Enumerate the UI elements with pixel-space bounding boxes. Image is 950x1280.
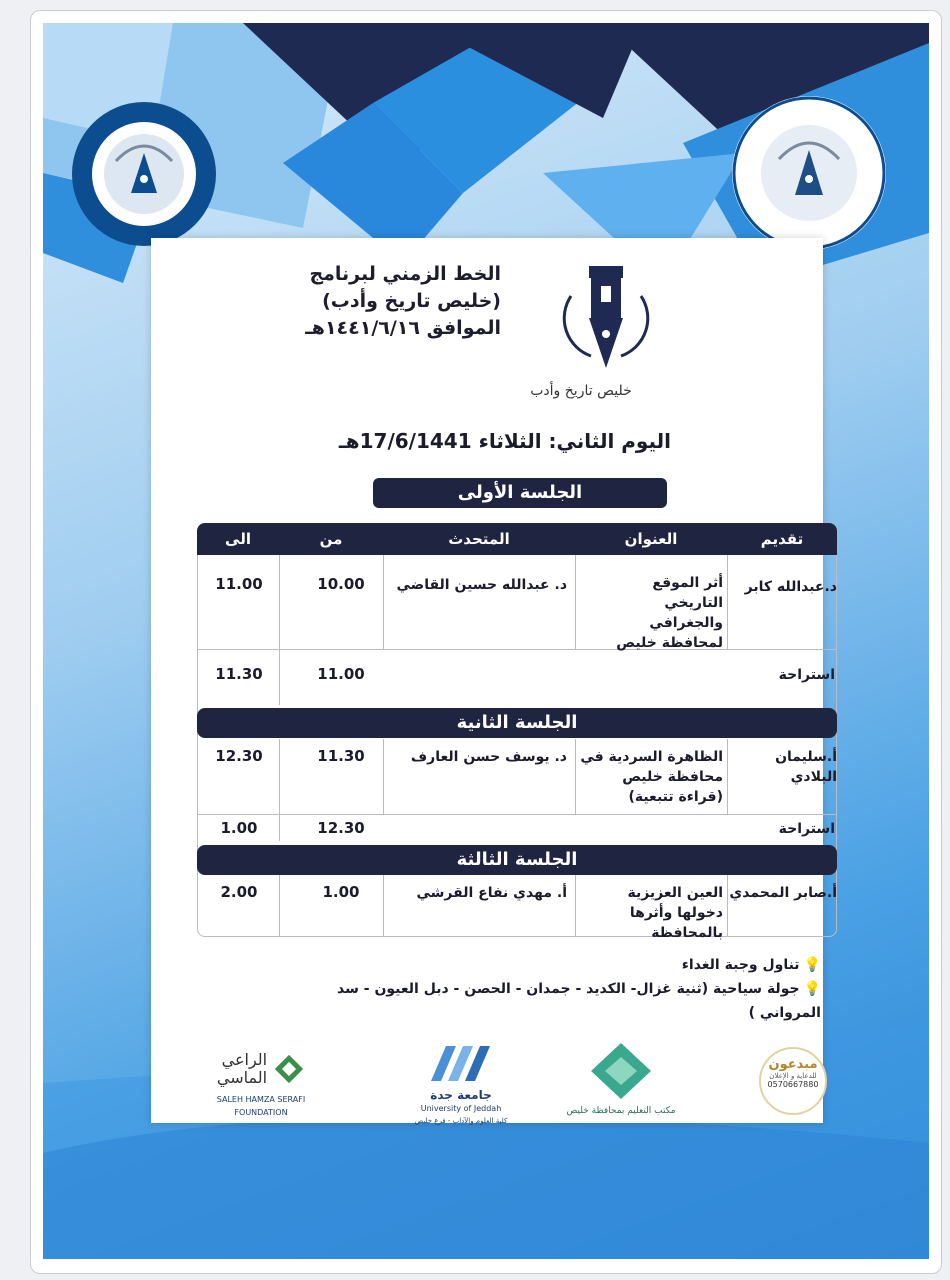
row1-to: 11.00 bbox=[215, 575, 263, 593]
row-divider-1 bbox=[197, 649, 837, 650]
table-header-row bbox=[197, 523, 837, 555]
left-club-logo bbox=[71, 101, 217, 247]
row2-speaker: د. يوسف حسن العارف bbox=[410, 749, 567, 765]
mobdeoon-phone: 0570667880 bbox=[767, 1080, 819, 1089]
break1-to: 11.30 bbox=[215, 665, 263, 683]
col-divider-from bbox=[383, 555, 384, 650]
row2-from: 11.30 bbox=[317, 747, 365, 765]
col-divider-speaker bbox=[575, 555, 576, 650]
sponsor-education-office bbox=[566, 1041, 676, 1118]
mobdeoon-name: مبدعون bbox=[768, 1057, 818, 1072]
sponsor-diamond-line2: الماسي bbox=[216, 1068, 268, 1087]
khulais-brand-logo bbox=[551, 256, 661, 396]
sponsor-education-office-name: مكتب التعليم بمحافظة خليص bbox=[566, 1106, 676, 1116]
row3-from: 1.00 bbox=[322, 883, 360, 901]
program-title bbox=[191, 261, 501, 342]
row2-title: الظاهرة السردية في محافظة خليص (قراءة تتبعية) bbox=[580, 749, 723, 805]
day-heading: اليوم الثاني: الثلاثاء 17/6/1441هـ bbox=[338, 429, 671, 453]
serafi-diamond-icon bbox=[273, 1053, 305, 1085]
sponsor-serafi-en: SALEH HAMZA SERAFI FOUNDATION bbox=[216, 1095, 306, 1117]
sponsor-diamond-line1: الراعي bbox=[221, 1050, 268, 1069]
note-lunch: 💡تناول وجبة الغداء bbox=[681, 957, 821, 973]
col-divider-4c bbox=[575, 875, 576, 937]
header-to: الى bbox=[225, 530, 251, 548]
title-line-2: (خليص تاريخ وأدب) bbox=[322, 290, 501, 312]
sponsor-university-en: University of Jeddah bbox=[420, 1104, 502, 1113]
row3-to: 2.00 bbox=[220, 883, 258, 901]
col-divider-title bbox=[727, 555, 728, 650]
row3-presenter: أ.صابر المحمدي bbox=[729, 885, 837, 901]
col-divider-4b bbox=[383, 875, 384, 937]
col-divider-to bbox=[279, 555, 280, 705]
row1-title: أثر الموقع التاريخي والجغرافي لمحافظة خليص bbox=[616, 575, 723, 651]
row2-presenter: أ.سليمان البلادي bbox=[775, 749, 837, 785]
row3-speaker: أ. مهدي نفاع القرشي bbox=[416, 885, 567, 901]
row-divider-2 bbox=[197, 814, 837, 815]
header-from: من bbox=[319, 530, 343, 548]
break1-from: 11.00 bbox=[317, 665, 365, 683]
university-logo-icon bbox=[426, 1041, 496, 1085]
col-divider-2b bbox=[383, 739, 384, 815]
lightbulb-icon: 💡 bbox=[803, 957, 821, 973]
sponsor-university-sub: كلية العلوم والآداب - فرع خليص bbox=[414, 1117, 508, 1125]
sponsor-university-ar: جامعة جدة bbox=[430, 1088, 492, 1102]
row3-title: العين العزيزية دخولها وأثرها بالمحافظة bbox=[627, 885, 723, 941]
note-tour: 💡جولة سياحية (ثنية غزال- الكديد - جمدان - الحصن - دبل العيون - سد المرواني ) bbox=[337, 981, 821, 1021]
header-presenter: تقديم bbox=[760, 530, 804, 548]
brand-caption: خليص تاريخ وأدب bbox=[530, 383, 632, 399]
row2-to: 12.30 bbox=[215, 747, 263, 765]
title-line-1: الخط الزمني لبرنامج bbox=[309, 263, 501, 285]
header-speaker: المتحدث bbox=[448, 530, 510, 548]
lightbulb-icon: 💡 bbox=[803, 981, 821, 997]
right-club-logo bbox=[731, 95, 887, 251]
session-first-header: الجلسة الأولى bbox=[373, 478, 667, 508]
program-notes bbox=[281, 953, 821, 1025]
break2-to: 1.00 bbox=[220, 819, 258, 837]
header-title: العنوان bbox=[624, 530, 678, 548]
col-divider-2a bbox=[279, 739, 280, 815]
castle-pen-icon bbox=[551, 256, 661, 376]
break2-from: 12.30 bbox=[317, 819, 365, 837]
title-line-3: الموافق ١٤٤١/٦/١٦هـ bbox=[305, 317, 501, 339]
sponsor-university bbox=[406, 1041, 516, 1128]
education-office-icon bbox=[589, 1041, 653, 1101]
col-divider-4a bbox=[279, 875, 280, 937]
col-divider-4d bbox=[727, 875, 728, 937]
page-frame bbox=[30, 10, 942, 1274]
session-second-header: الجلسة الثانية bbox=[197, 708, 837, 738]
break2-label: استراحة bbox=[778, 821, 835, 837]
row1-from: 10.00 bbox=[317, 575, 365, 593]
session-third-header: الجلسة الثالثة bbox=[197, 845, 837, 875]
break1-label: استراحة bbox=[778, 667, 835, 683]
col-divider-3a bbox=[279, 815, 280, 841]
col-divider-2c bbox=[575, 739, 576, 815]
sponsor-serafi bbox=[201, 1051, 321, 1119]
row1-presenter: د.عبدالله كابر bbox=[744, 579, 837, 595]
mobdeoon-sub: للدعاية و الإعلان bbox=[769, 1072, 817, 1080]
row1-speaker: د. عبدالله حسين القاضي bbox=[396, 577, 567, 593]
sponsor-mobdeoon bbox=[759, 1047, 827, 1115]
